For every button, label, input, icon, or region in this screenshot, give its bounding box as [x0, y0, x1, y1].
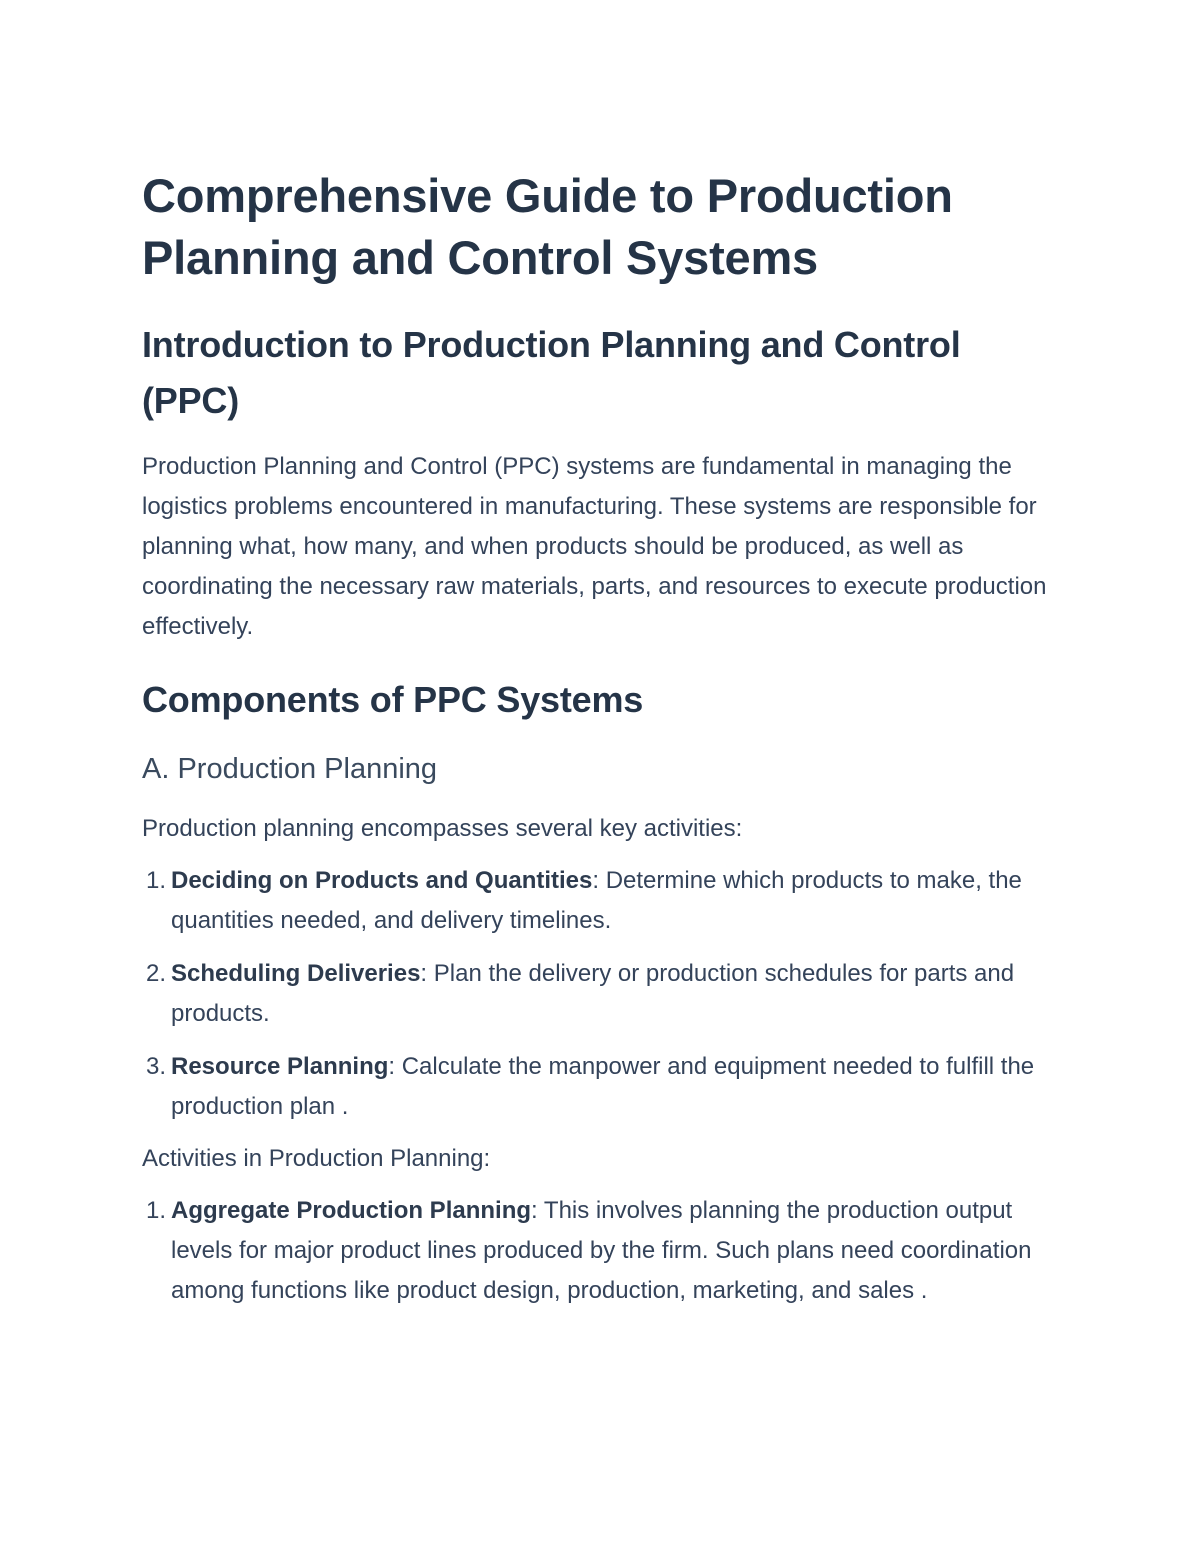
production-planning-heading: A. Production Planning — [142, 753, 438, 785]
list-item-term: Scheduling Deliveries — [171, 960, 421, 987]
list-item-term: Resource Planning — [171, 1053, 389, 1080]
list-item-text: : Calculate the manpower and equipment needed to fulfill the production plan . — [171, 1053, 1035, 1120]
activities-heading: Activities in Production Planning: — [142, 1145, 491, 1172]
key-activities-list — [142, 861, 1062, 1127]
list-item-term: Aggregate Production Planning — [171, 1197, 532, 1224]
components-heading: Components of PPC Systems — [142, 679, 644, 720]
list-item-number: 1. — [146, 1197, 167, 1224]
list-item-text: : Plan the delivery or production schedules for parts and products. — [171, 960, 1015, 1027]
list-item-number: 3. — [146, 1053, 167, 1080]
document-title: Comprehensive Guide to Production Planning and Control Systems — [142, 169, 953, 284]
list-item-text: : Determine which products to make, the quantities needed, and delivery timelines. — [171, 867, 1022, 934]
list-item — [142, 1191, 1062, 1311]
list-item — [142, 861, 1062, 941]
activities-list — [142, 1191, 1062, 1311]
list-item-number: 2. — [146, 960, 167, 987]
list-item — [142, 954, 1062, 1034]
list-item-text: : This involves planning the production output levels for major product lines produced by the firm. Such plans need coordination among functions like product design, production, marketing, and sales . — [171, 1197, 1032, 1304]
list-item — [142, 1047, 1062, 1127]
document-content — [142, 165, 1062, 1311]
list-item-term: Deciding on Products and Quantities — [171, 867, 593, 894]
production-planning-lead: Production planning encompasses several key activities: — [142, 815, 743, 842]
list-item-number: 1. — [146, 867, 167, 894]
intro-paragraph: Production Planning and Control (PPC) systems are fundamental in managing the logistics problems encountered in manufacturing. These systems are responsible for planning what, how many, and when products should be produced, as well as coordinating the necessary raw materials, parts, and resources to execute production effectively. — [142, 453, 1047, 640]
intro-heading: Introduction to Production Planning and Control (PPC) — [142, 324, 961, 421]
